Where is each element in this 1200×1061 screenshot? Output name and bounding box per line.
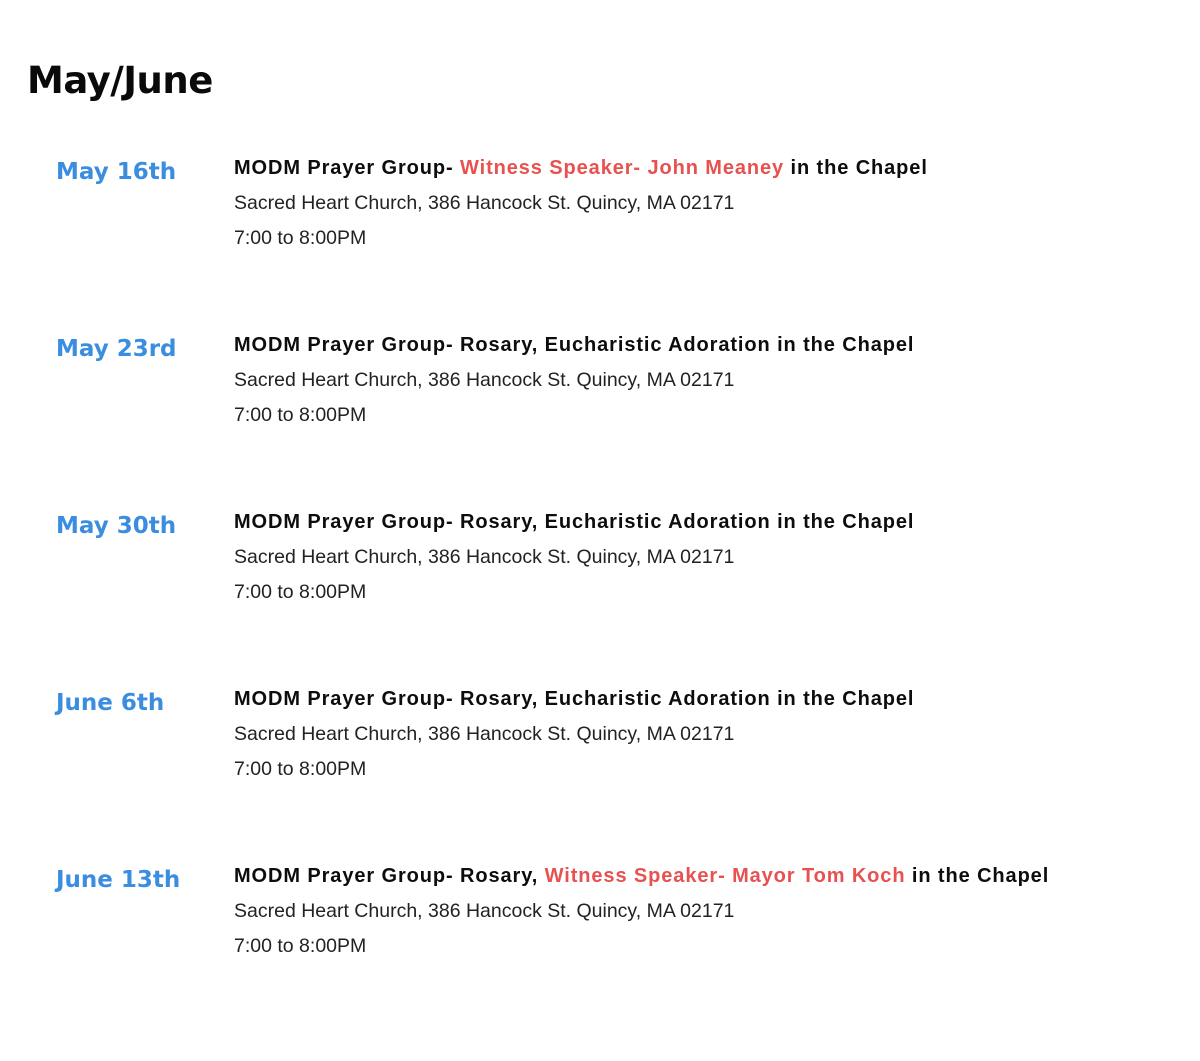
event-title-highlight: Witness Speaker- Mayor Tom Koch (544, 865, 906, 887)
event-time: 7:00 to 8:00PM (234, 758, 367, 780)
event-title (234, 150, 1184, 186)
event-location: Sacred Heart Church, 386 Hancock St. Quincy, MA 02171 (234, 900, 735, 922)
event-time: 7:00 to 8:00PM (234, 581, 367, 603)
event-date: May 16th (56, 159, 177, 185)
event-body (234, 150, 1184, 256)
event-title (234, 504, 1184, 540)
event-title-prefix: MODM Prayer Group- Rosary, Eucharistic Adoration in the Chapel (234, 511, 915, 533)
event-time: 7:00 to 8:00PM (234, 227, 367, 249)
event-title (234, 681, 1184, 717)
event-body (234, 327, 1184, 433)
event-date: June 6th (56, 690, 165, 716)
event-item (0, 504, 1200, 624)
event-title-highlight: Witness Speaker- John Meaney (460, 157, 785, 179)
event-item (0, 150, 1200, 270)
section-title: May/June (27, 59, 213, 102)
event-title (234, 858, 1184, 894)
event-title-suffix: in the Chapel (905, 865, 1050, 887)
event-item (0, 858, 1200, 978)
event-time: 7:00 to 8:00PM (234, 935, 367, 957)
event-location: Sacred Heart Church, 386 Hancock St. Quincy, MA 02171 (234, 723, 735, 745)
event-date: June 13th (56, 867, 181, 893)
event-title-prefix: MODM Prayer Group- Rosary, Eucharistic Adoration in the Chapel (234, 334, 915, 356)
event-item (0, 327, 1200, 447)
event-item (0, 681, 1200, 801)
event-body (234, 681, 1184, 787)
event-time: 7:00 to 8:00PM (234, 404, 367, 426)
event-title (234, 327, 1184, 363)
event-title-prefix: MODM Prayer Group- (234, 157, 461, 179)
event-title-prefix: MODM Prayer Group- Rosary, Eucharistic Adoration in the Chapel (234, 688, 915, 710)
event-location: Sacred Heart Church, 386 Hancock St. Quincy, MA 02171 (234, 369, 735, 391)
event-body (234, 504, 1184, 610)
event-title-prefix: MODM Prayer Group- Rosary, (234, 865, 545, 887)
event-location: Sacred Heart Church, 386 Hancock St. Quincy, MA 02171 (234, 192, 735, 214)
event-location: Sacred Heart Church, 386 Hancock St. Quincy, MA 02171 (234, 546, 735, 568)
event-date: May 30th (56, 513, 177, 539)
event-title-suffix: in the Chapel (784, 157, 928, 179)
event-date: May 23rd (56, 336, 177, 362)
event-body (234, 858, 1184, 964)
